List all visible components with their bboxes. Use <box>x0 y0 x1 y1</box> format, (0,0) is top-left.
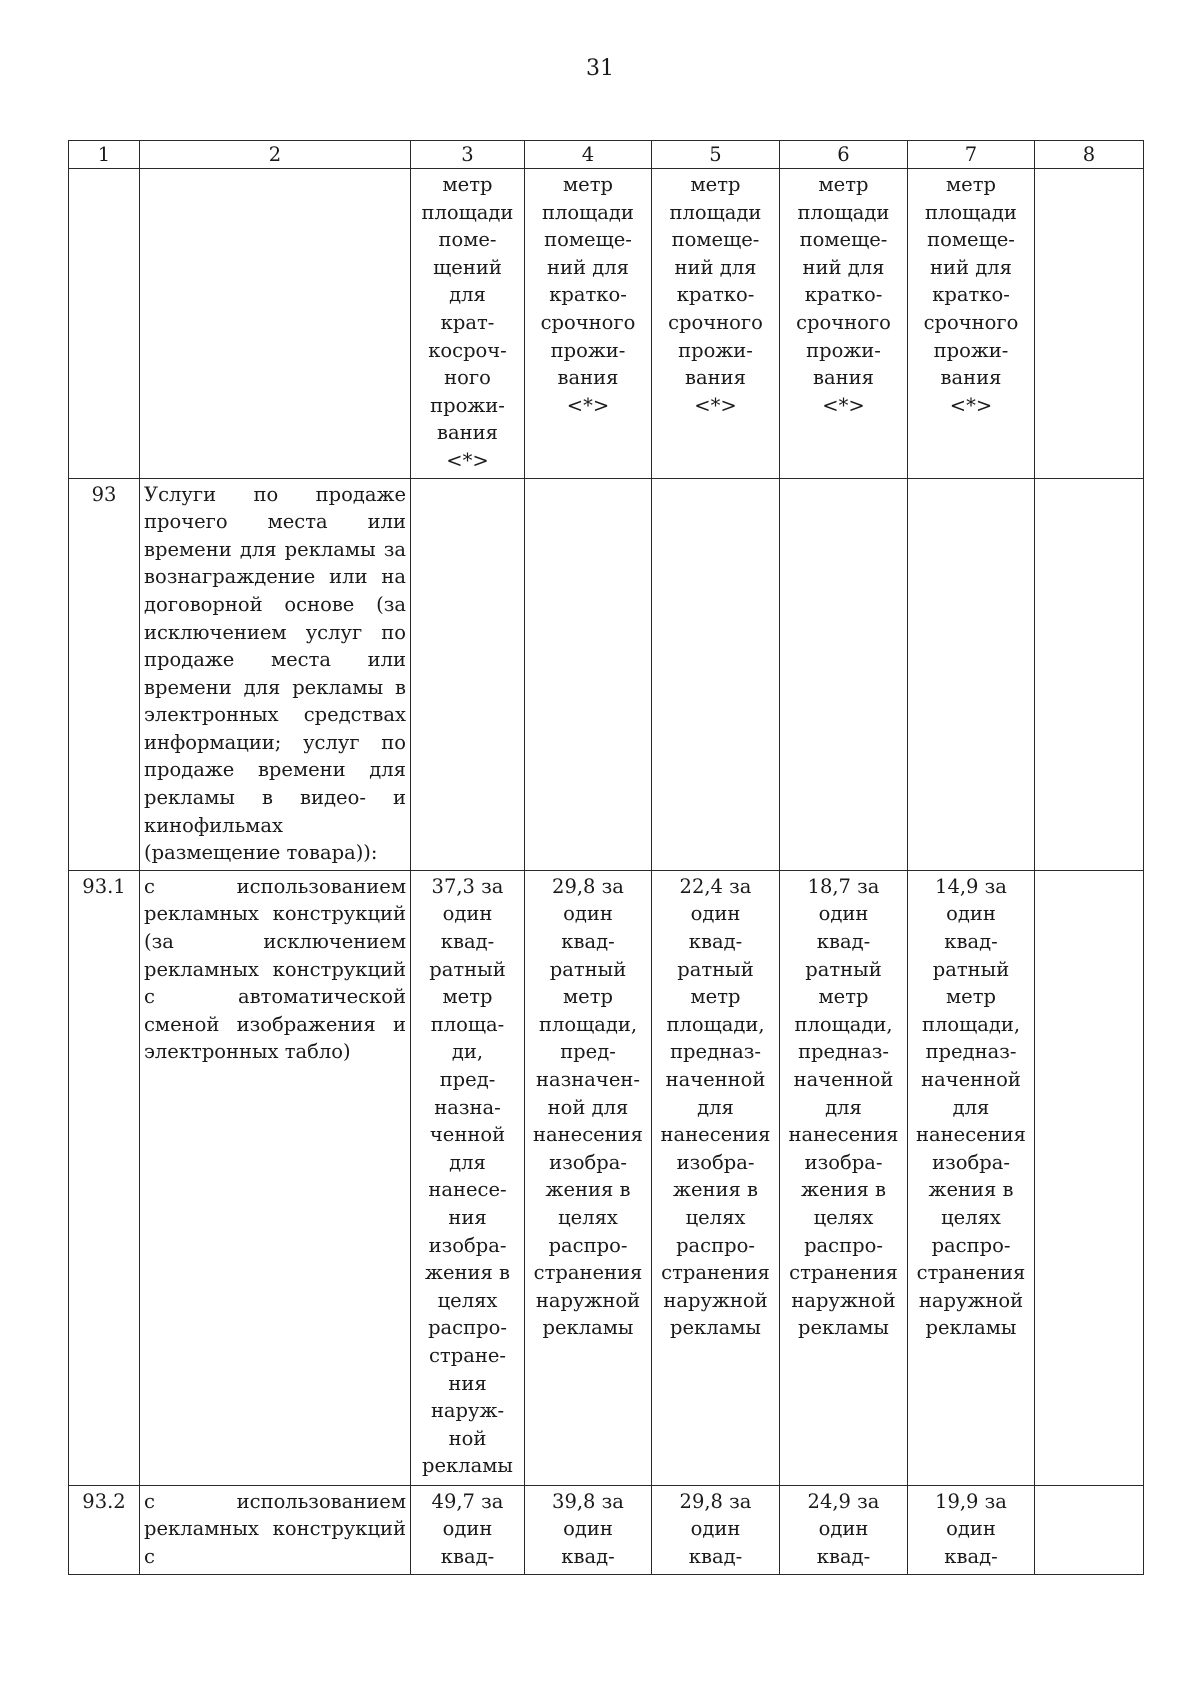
rate-cell <box>411 478 525 870</box>
rate-cell: метр площади помеще- ний для кратко- срочного прожи- вания <*> <box>652 169 780 479</box>
row-service: с использованием рекламных конструкций с <box>140 1485 411 1574</box>
page-number: 31 <box>586 56 614 81</box>
rate-cell: 19,9 за один квад- <box>908 1485 1035 1574</box>
row-service: Услуги по продаже прочего места или времени для рекламы за вознаграждение или на договорной основе (за исключением услуг по продаже места или времени для рекламы в электронных средствах информации; услуг по продаже времени для рекламы в видео- и кинофильмах (размещение товара)): <box>140 478 411 870</box>
table-row <box>69 478 1144 870</box>
rate-cell: метр площади поме- щений для крат- косроч- ного прожи- вания <*> <box>411 169 525 479</box>
rate-cell: 37,3 за один квад- ратный метр площа- ди, пред- назна- ченной для нанесе- ния изобра- жения в целях распро- стране- ния наруж- ной рекламы <box>411 870 525 1485</box>
column-number: 4 <box>525 141 652 169</box>
row-code: 93.1 <box>69 870 140 1485</box>
rate-cell: 14,9 за один квад- ратный метр площади, предназ- наченной для нанесения изобра- жения в целях распро- странения наружной рекламы <box>908 870 1035 1485</box>
row-code: 93 <box>69 478 140 870</box>
rate-cell <box>780 478 908 870</box>
rate-cell: метр площади помеще- ний для кратко- срочного прожи- вания <*> <box>908 169 1035 479</box>
row-service <box>140 169 411 479</box>
column-number-row <box>69 141 1144 169</box>
column-8-cell <box>1035 870 1144 1485</box>
rate-cell: метр площади помеще- ний для кратко- срочного прожи- вания <*> <box>525 169 652 479</box>
rate-cell <box>525 478 652 870</box>
column-number: 3 <box>411 141 525 169</box>
rate-cell: 24,9 за один квад- <box>780 1485 908 1574</box>
rate-cell: 49,7 за один квад- <box>411 1485 525 1574</box>
rate-cell: 22,4 за один квад- ратный метр площади, предназ- наченной для нанесения изобра- жения в целях распро- странения наружной рекламы <box>652 870 780 1485</box>
row-service: с использованием рекламных конструкций (за исключением рекламных конструкций с автоматической сменой изображения и электронных табло) <box>140 870 411 1485</box>
rate-cell <box>652 478 780 870</box>
rate-cell: 18,7 за один квад- ратный метр площади, предназ- наченной для нанесения изобра- жения в целях распро- странения наружной рекламы <box>780 870 908 1485</box>
column-number: 7 <box>908 141 1035 169</box>
row-code: 93.2 <box>69 1485 140 1574</box>
column-8-cell <box>1035 478 1144 870</box>
column-number: 8 <box>1035 141 1144 169</box>
rate-cell: метр площади помеще- ний для кратко- срочного прожи- вания <*> <box>780 169 908 479</box>
rate-cell: 29,8 за один квад- <box>652 1485 780 1574</box>
column-8-cell <box>1035 169 1144 479</box>
table-row <box>69 1485 1144 1574</box>
tariff-table <box>68 140 1144 1575</box>
column-number: 2 <box>140 141 411 169</box>
table-row <box>69 169 1144 479</box>
row-code <box>69 169 140 479</box>
table-row <box>69 870 1144 1485</box>
column-number: 1 <box>69 141 140 169</box>
rate-cell: 29,8 за один квад- ратный метр площади, пред- назначен- ной для нанесения изобра- жения в целях распро- странения наружной рекламы <box>525 870 652 1485</box>
rate-cell <box>908 478 1035 870</box>
column-number: 6 <box>780 141 908 169</box>
column-8-cell <box>1035 1485 1144 1574</box>
column-number: 5 <box>652 141 780 169</box>
rate-cell: 39,8 за один квад- <box>525 1485 652 1574</box>
